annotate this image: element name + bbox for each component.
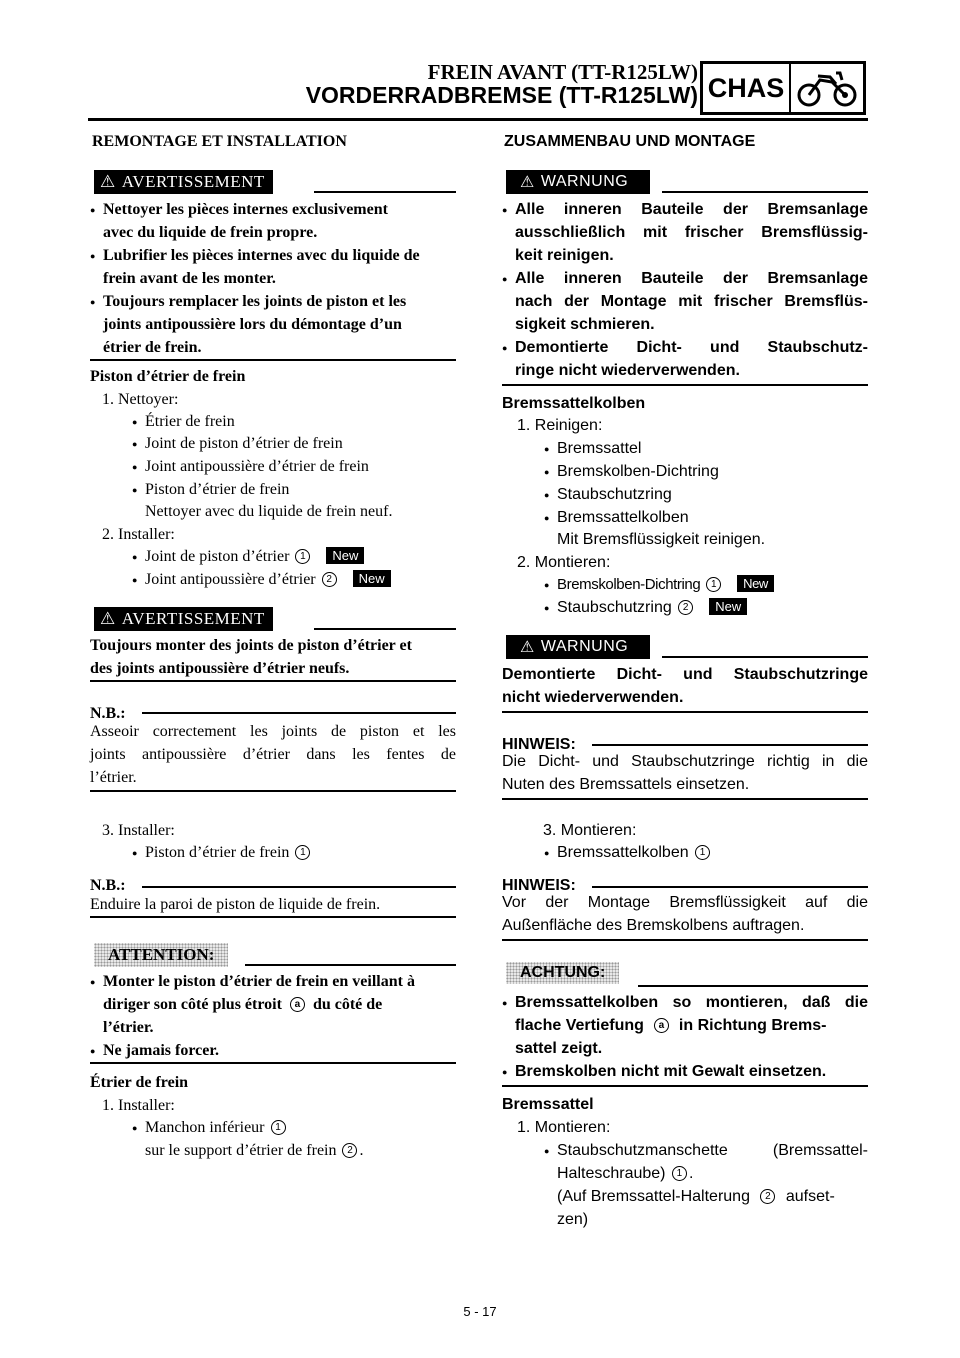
caution-item: ● Bremskolben nicht mit Gewalt einsetzen. [515,1060,826,1083]
warning-text: Toujours monter des joints de piston d’étrier et [90,637,412,654]
warning-icon: ⚠ [520,639,535,656]
divider [662,656,868,658]
callout-number: 1 [706,577,721,592]
callout-number: 1 [295,549,310,564]
warning-icon: ⚠ [520,174,535,191]
attention-label: ATTENTION: [94,943,228,967]
new-tag: New [737,575,774,592]
list-item: ● Joint de piston d’étrier 1 New [145,545,364,568]
warning-item: ● Lubrifier les pièces internes avec du liquide de [103,244,420,267]
callout-number: 1 [695,845,710,860]
note-label: N.B.: [90,705,126,722]
divider [502,1085,868,1087]
step-1: 1. Reinigen: [517,417,603,434]
step-1: 1. Installer: [102,1097,175,1114]
header-title-fr: FREIN AVANT (TT-R125LW) [427,60,698,84]
step-3: 3. Installer: [102,822,175,839]
divider [638,985,868,987]
divider [142,886,456,888]
callout-number: 1 [672,1166,687,1181]
warning-item-cont: nach der Montage mit frischer Bremsflüs- [515,293,868,310]
caution-item-cont: flache Vertiefung a in Richtung Brems- [515,1017,827,1034]
callout-number: 1 [295,845,310,860]
attention-label: ACHTUNG: [506,962,619,984]
divider [502,939,868,941]
divider [502,798,868,800]
warning-item-cont: ringe nicht wiederverwenden. [515,362,740,379]
divider [90,790,456,792]
callout-number: 1 [271,1120,286,1135]
divider [502,384,868,386]
subsection-title: Bremssattelkolben [502,395,646,412]
caution-item: ● Monter le piston d’étrier de frein en veillant à [103,970,456,993]
divider [592,886,868,888]
note-label: N.B.: [90,877,126,894]
note-text: Nettoyer avec du liquide de frein neuf. [145,503,393,520]
divider [90,359,456,361]
warning-banner [506,635,650,659]
list-item: ● Manchon inférieur 1 [145,1116,288,1139]
divider [314,628,456,630]
step-1: 1. Nettoyer: [102,391,179,408]
note-label: HINWEIS: [502,736,576,753]
list-item: ● Staubschutzring [557,483,672,506]
divider [90,916,456,918]
note-text: l’étrier. [90,769,137,786]
note-text: zen) [557,1211,589,1228]
list-item: ● Étrier de frein [145,410,235,433]
list-item: ● Joint antipoussière d’étrier 2 New [145,568,391,591]
list-item: ● Piston d’étrier de frein 1 [145,841,312,864]
new-tag: New [326,547,364,564]
warning-label: WARNUNG [540,638,629,655]
caution-item-cont: l’étrier. [103,1019,154,1036]
step-2: 2. Installer: [102,526,175,543]
note-text: Vor der Montage Bremsflüssigkeit auf die [502,894,868,911]
warning-text: nicht wiederverwenden. [502,689,684,706]
warning-text: des joints antipoussière d’étrier neufs. [90,660,350,677]
step-2: 2. Montieren: [517,554,611,571]
warning-item: ● Alle inneren Bauteile der Bremsanlage [515,198,868,221]
list-item: ● Bremskolben-Dichtring [557,460,719,483]
divider [90,1062,456,1064]
list-item: ● Staubschutzmanschette (Bremssattel- [557,1139,868,1162]
list-item-cont: Halteschraube) 1 . [557,1165,694,1182]
caution-item-cont: sattel zeigt. [515,1040,603,1057]
warning-banner [506,170,650,194]
callout-number: 2 [678,600,693,615]
divider [90,680,456,682]
warning-item-cont: keit reinigen. [515,247,614,264]
subsection-title: Bremssattel [502,1096,594,1113]
subsection-title: Piston d’étrier de frein [90,368,246,385]
list-item: ● Piston d’étrier de frein [145,478,289,501]
divider [502,711,868,713]
warning-item-cont: sigkeit schmieren. [515,316,655,333]
warning-icon: ⚠ [100,172,116,191]
warning-item-cont: étrier de frein. [103,339,202,356]
warning-label: WARNUNG [540,173,629,190]
warning-banner [94,607,273,631]
header-title-de: VORDERRADBREMSE (TT-R125LW) [305,82,698,108]
warning-item: ● Toujours remplacer les joints de piston et les [103,290,406,313]
warning-label: AVERTISSEMENT [121,172,265,191]
callout-letter: a [654,1018,669,1033]
note-text: Nuten des Bremssattels einsetzen. [502,776,750,793]
note-text: Mit Bremsflüssigkeit reinigen. [557,531,766,548]
list-item: ● Staubschutzring 2 New [557,596,747,619]
new-tag: New [353,570,391,587]
note-text: Asseoir correctement les joints de piston et les [90,723,456,740]
callout-letter: a [290,997,305,1012]
warning-item: ● Demontierte Dicht- und Staubschutz- [515,336,868,359]
note-text: Außenfläche des Bremskolbens auftragen. [502,917,805,934]
step-1: 1. Montieren: [517,1119,611,1136]
header-rule [88,118,868,121]
step-3: 3. Montieren: [543,822,637,839]
divider [314,191,456,193]
warning-item-cont: ausschließlich mit frischer Bremsflüssig- [515,224,868,241]
caution-item-cont: diriger son côté plus étroit a du côté de [103,996,383,1013]
warning-item-cont: frein avant de les monter. [103,270,276,287]
motorcycle-icon [791,64,863,112]
warning-label: AVERTISSEMENT [121,609,265,628]
list-item: ● Bremssattelkolben 1 [557,841,712,864]
list-item: ● Bremskolben-Dichtring 1 New [557,573,774,596]
note-text: sur le support d’étrier de frein 2 . [145,1142,364,1159]
page-number: 5 - 17 [463,1304,497,1319]
callout-number: 2 [322,572,337,587]
list-item: ● Joint antipoussière d’étrier de frein [145,455,369,478]
caution-item: ● Bremssattelkolben so montieren, daß die [515,991,868,1014]
warning-banner [94,170,273,194]
subsection-title: Étrier de frein [90,1074,189,1091]
warning-item-cont: avec du liquide de frein propre. [103,224,318,241]
note-text: Die Dicht- und Staubschutzringe richtig in die [502,753,868,770]
section-heading: REMONTAGE ET INSTALLATION [92,133,347,150]
warning-icon: ⚠ [100,609,116,628]
callout-number: 2 [760,1189,775,1204]
callout-number: 2 [342,1143,357,1158]
warning-item: ● Nettoyer les pièces internes exclusivement [103,198,456,221]
list-item: ● Bremssattelkolben [557,506,689,529]
divider [245,964,456,966]
new-tag: New [709,598,747,615]
divider [662,191,868,193]
list-item: ● Joint de piston d’étrier de frein [145,432,343,455]
section-heading: ZUSAMMENBAU UND MONTAGE [504,133,756,150]
list-item: ● Bremssattel [557,437,641,460]
warning-item: ● Alle inneren Bauteile der Bremsanlage [515,267,868,290]
divider [592,744,868,746]
caution-item: ● Ne jamais forcer. [103,1039,219,1062]
warning-item-cont: joints antipoussière lors du démontage d’un [103,316,402,333]
note-text: joints antipoussière d’étrier dans les fentes de [90,746,456,763]
section-badge [700,61,866,115]
note-text: Enduire la paroi de piston de liquide de frein. [90,896,381,913]
divider [142,712,456,714]
note-label: HINWEIS: [502,877,576,894]
note-text: (Auf Bremssattel-Halterung 2 aufset- [557,1188,835,1205]
warning-text: Demontierte Dicht- und Staubschutzringe [502,666,868,683]
section-code: CHAS [703,64,791,112]
